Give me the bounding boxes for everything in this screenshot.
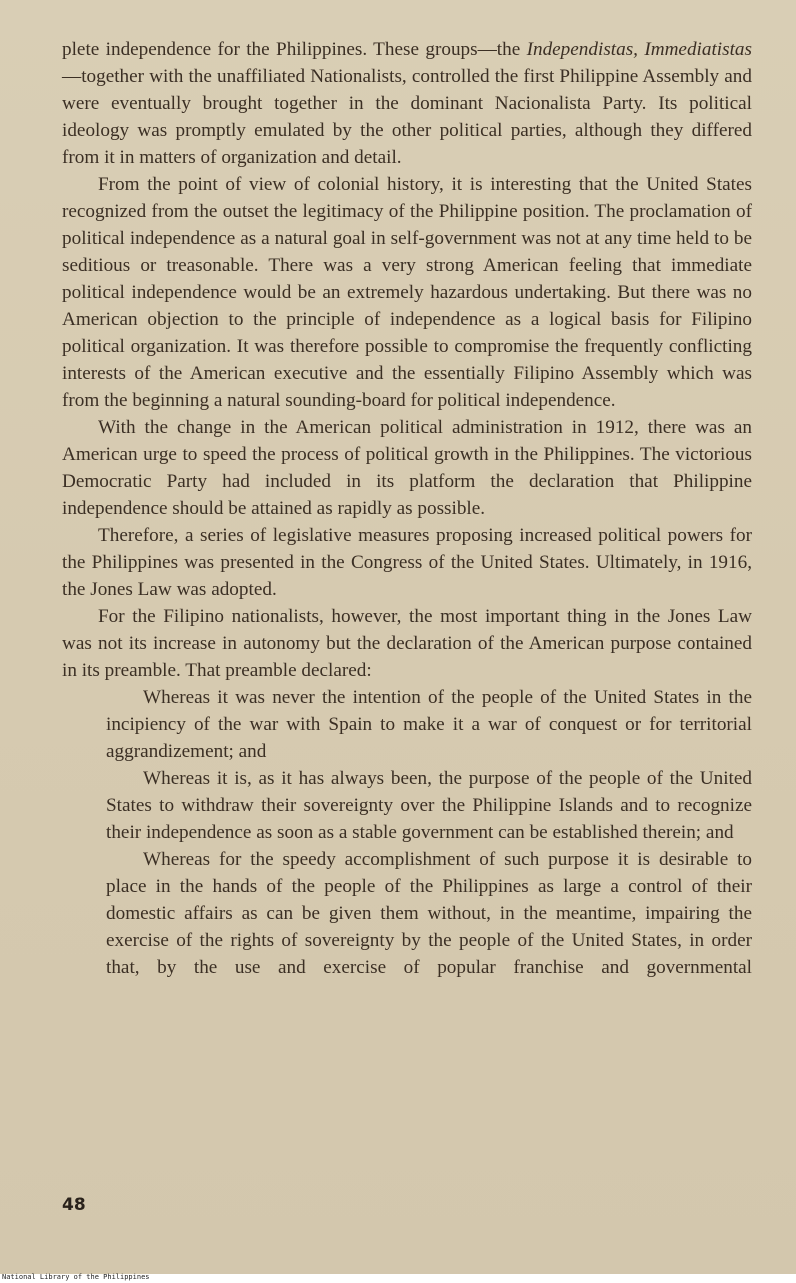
paragraph-5: For the Filipino nationalists, however, the most important thing in the Jones Law was not its increase in autonomy but the declaration of the American purpose contained in its preamble. That preamble declared: (62, 606, 752, 681)
paragraph-2: From the point of view of colonial history, it is interesting that the United States recognized from the outset the legitimacy of the Philippine position. The proclamation of political independence as a natural goal in self-government was not at any time held to be seditious or treasonable. There was a very strong American feeling that immediate political independence would be an extremely hazardous undertaking. But there was no American objection to the principle of independence as a logical basis for Filipino political organization. It was therefore possible to compromise the frequently conflicting interests of the American executive and the essentially Filipino Assembly which was from the beginning a natural sounding-board for political independence. (62, 174, 752, 411)
paragraph-1-rest: —together with the unaffiliated Nationalists, controlled the first Philippine Assembly and were eventually brought together in the dominant Nacionalista Party. Its political ideology was promptly emulated by the other political parties, although they differed from it in matters of organization and detail. (62, 66, 752, 168)
body-text (62, 36, 752, 981)
paragraph-3: With the change in the American political administration in 1912, there was an American urge to speed the process of political growth in the Philippines. The victorious Democratic Party had included in its platform the declaration that Philippine independence should be attained as rapidly as possible. (62, 417, 752, 519)
page-number: 48 (62, 1195, 86, 1215)
footer-credit: National Library of the Philippines (2, 1273, 150, 1281)
footer-strip (0, 1274, 796, 1283)
preamble-quote (106, 684, 752, 981)
paragraph-1-start: plete independence for the Philippines. These groups—the (62, 39, 527, 60)
paragraph-1 (62, 36, 752, 171)
quote-paragraph-2: Whereas it is, as it has always been, the purpose of the people of the United States to withdraw their sovereignty over the Philippine Islands and to recognize their independence as soon as a stable government can be established therein; and (106, 768, 752, 843)
paragraph-4: Therefore, a series of legislative measures proposing increased political powers for the Philippines was presented in the Congress of the United States. Ultimately, in 1916, the Jones Law was adopted. (62, 525, 752, 600)
quote-paragraph-1: Whereas it was never the intention of the people of the United States in the incipiency of the war with Spain to make it a war of conquest or for territorial aggrandizement; and (106, 687, 752, 762)
quote-paragraph-3: Whereas for the speedy accomplishment of such purpose it is desirable to place in the hands of the people of the Philippines as large a control of their domestic affairs as can be given them without, in the meantime, impairing the exercise of the rights of sovereignty by the people of the United States, in order that, by the use and exercise of popular franchise and governmental (106, 849, 752, 978)
italic-terms: Independistas, Immediatistas (526, 39, 752, 60)
